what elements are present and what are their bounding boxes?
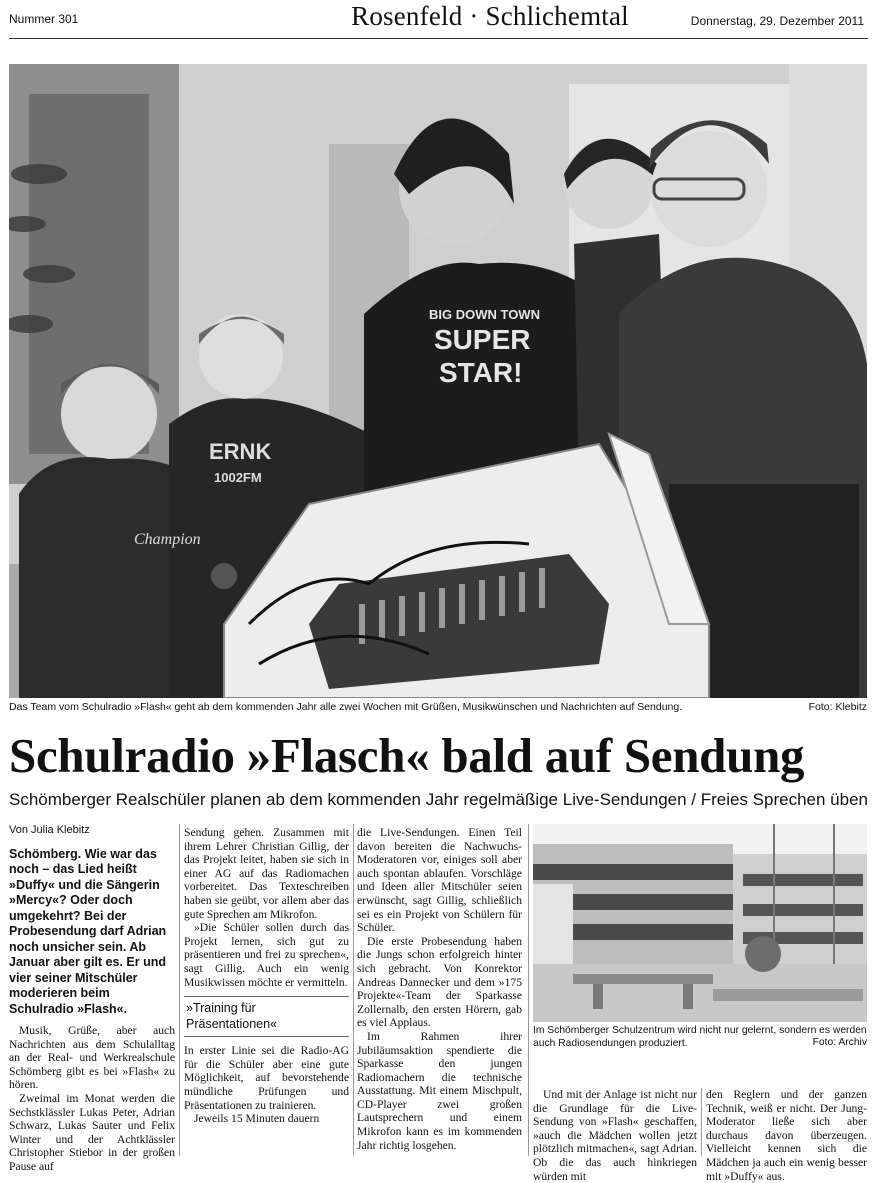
column-divider bbox=[528, 824, 529, 1156]
column-divider bbox=[179, 824, 180, 1156]
shirt-print-ernk: ERNK bbox=[209, 439, 272, 464]
section-title: Rosenfeld · Schlichemtal bbox=[351, 1, 629, 31]
shirt-print-fm: 1002FM bbox=[214, 470, 262, 485]
article-headline: Schulradio »Flasch« bald auf Sendung bbox=[9, 728, 805, 783]
paragraph: Jeweils 15 Minuten dauern bbox=[194, 1112, 320, 1126]
issue-number: Nummer 301 bbox=[9, 12, 79, 26]
article-column-3 bbox=[357, 826, 522, 1152]
subheading: »Training für Präsentationen« bbox=[184, 996, 349, 1037]
shirt-print-line2: SUPER bbox=[434, 324, 531, 355]
photo-caption: Das Team vom Schulradio »Flash« geht ab dem kommenden Jahr alle zwei Wochen mit Grüßen, Musikwünschen und Nachrichten auf Sendung. bbox=[9, 701, 683, 713]
article-column-1 bbox=[9, 824, 175, 1174]
article-lead: Schömberg. Wie war das noch – das Lied heißt »Duffy« und die Sängerin »Mercy«? Oder doch umgekehrt? Bei der Probesendung darf Adrian noch unsicher sein. Ab Januar aber gilt es. Er und vier seiner Mitschüler moderieren beim Schulradio »Flash«. bbox=[9, 846, 167, 1016]
main-photo bbox=[9, 64, 867, 698]
paragraph: Musik, Grüße, aber auch Nachrichten aus dem Schulalltag an der Real- und Werkrealschule Schömberg gibt es bei »Flash« zu hören. bbox=[9, 1024, 175, 1092]
article-subhead: Schömberger Realschüler planen ab dem kommenden Jahr regelmäßige Live-Sendungen / Freies Sprechen üben bbox=[9, 790, 868, 809]
shirt-print-line3: STAR! bbox=[439, 357, 523, 388]
main-photo-illustration bbox=[9, 64, 867, 698]
shirt-print-line1: BIG DOWN TOWN bbox=[429, 307, 540, 322]
header-rule bbox=[9, 38, 868, 39]
paragraph: Die erste Probesendung haben die Jungs schon erfolgreich hinter sich gebracht. Von Konrektor Andreas Dannecker und dem »175 Projekte«-Team der Sparkasse Zollernalb, den ersten Hörern, gab es viel Applaus. bbox=[357, 934, 522, 1030]
article-column-4 bbox=[533, 1088, 697, 1183]
paragraph: Im Rahmen ihrer Jubiläumsaktion spendierte die Sparkasse den jungen Radiomachern die technische Ausstattung. Mit einem Mischpult, CD-Player zwei großen Lautsprechern und einem Mikrofon kann es im kommenden Jahr richtig losgehen. bbox=[357, 1029, 522, 1152]
school-photo-illustration bbox=[533, 824, 867, 1022]
issue-date: Donnerstag, 29. Dezember 2011 bbox=[690, 14, 864, 28]
school-photo-credit: Foto: Archiv bbox=[812, 1037, 867, 1048]
school-photo bbox=[533, 824, 867, 1022]
school-photo-caption: Im Schömberger Schulzentrum wird nicht nur gelernt, sondern es werden auch Radiosendungen produziert. bbox=[533, 1025, 867, 1049]
paragraph: Sendung gehen. Zusammen mit ihrem Lehrer Christian Gillig, der das Projekt leitet, haben sie sich in einer AG auf das Radiomachen vorbereitet. Das Texteschreiben haben sie geübt, vor allem aber das gute Sprechen am Mikrofon. bbox=[184, 826, 349, 921]
paragraph: die Live-Sendungen. Einen Teil davon bereiten die Nachwuchs-Moderatoren vor, einiges soll aber auch spontan ablaufen. Vorschläge und Ideen aller Mitschüler seien erwünscht, sagt Gillig, schließlich sei es ein Projekt von Schülern für Schüler. bbox=[357, 826, 522, 935]
column-divider bbox=[701, 1088, 702, 1156]
paragraph: »Die Schüler sollen durch das Projekt lernen, sich gut zu präsentieren und frei zu sprechen«, sagt Gillig. Auch ein wenig Musikwissen möchte er vermitteln. bbox=[184, 921, 349, 989]
paragraph: Und mit der Anlage ist nicht nur die Grundlage für die Live-Sendung von »Flash« geschaffen, »auch die Mädchen wollen jetzt plötzlich mitmachen«, sagt Adrian. Ob die das auch hinkriegen würden mit bbox=[533, 1088, 697, 1183]
shirt-print-champion: Champion bbox=[134, 531, 201, 548]
photo-credit: Foto: Klebitz bbox=[808, 701, 867, 713]
article-column-5 bbox=[706, 1088, 867, 1183]
column-divider bbox=[353, 824, 354, 1156]
paragraph: den Reglern und der ganzen Technik, weiß er nicht. Der Jung-Moderator ließe sich aber durchaus davon überzeugen. Vielleicht kennen sich die Mädchen ja auch ein wenig besser mit »Duffy« aus. bbox=[706, 1088, 867, 1183]
byline: Von Julia Klebitz bbox=[9, 824, 90, 836]
paragraph: In erster Linie sei die Radio-AG für die Schüler aber eine gute Möglichkeit, auf bevorstehende mündliche Prüfungen und Präsentationen zu trainieren. bbox=[184, 1044, 349, 1112]
article-column-2 bbox=[184, 826, 349, 1126]
paragraph: Zweimal im Monat werden die Sechstklässler Lukas Peter, Adrian Schwarz, Lukas Sauter und Felix Winter und der Achtklässler Christopher Stiebor in der großen Pause auf bbox=[9, 1092, 175, 1174]
